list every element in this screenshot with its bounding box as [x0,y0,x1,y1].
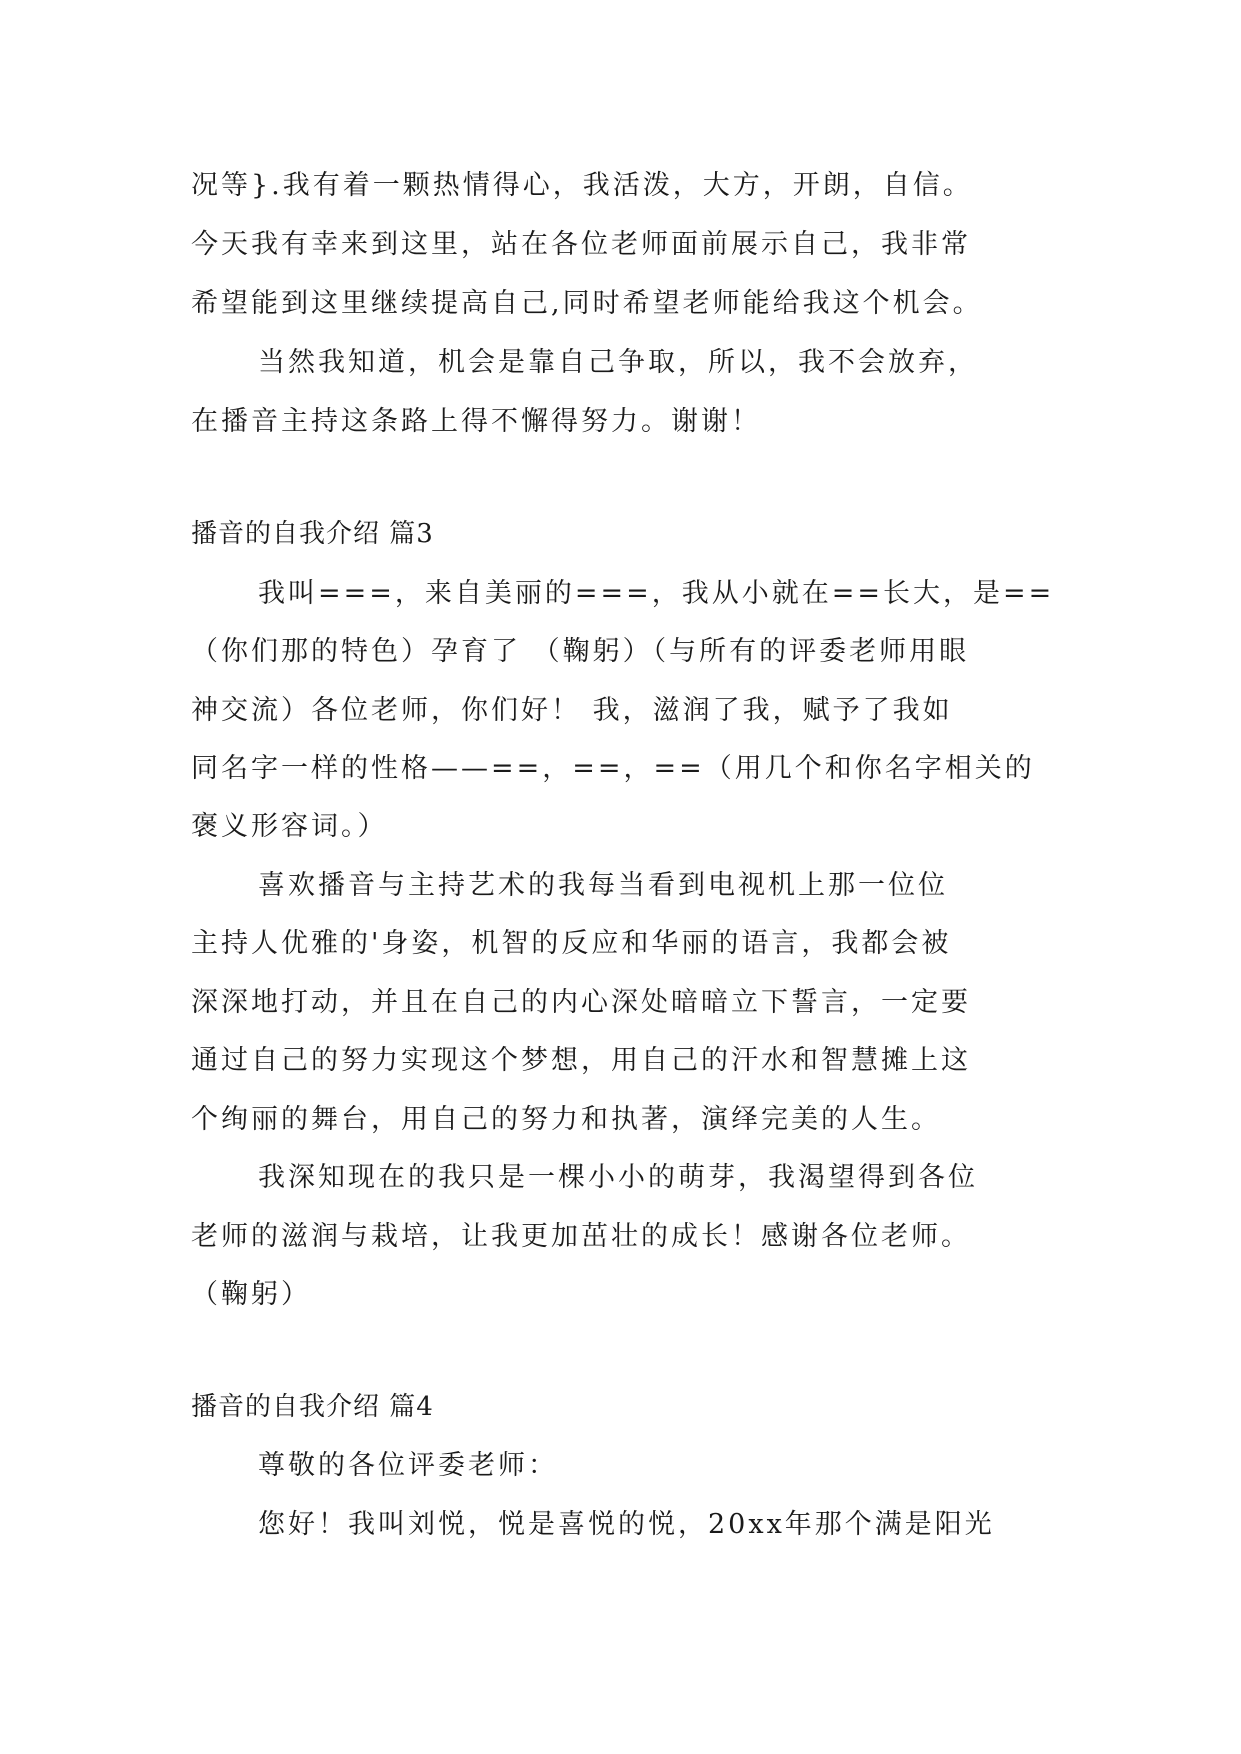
section-title: 播音的自我介绍 篇4 [191,1392,434,1422]
paragraph-line: 希望能到这里继续提高自己,同时希望老师能给我这个机会。 [191,288,983,319]
paragraph-line: 个绚丽的舞台，用自己的努力和执著，演绎完美的人生。 [191,1104,941,1135]
paragraph-line: 深深地打动，并且在自己的内心深处暗暗立下誓言，一定要 [191,987,971,1018]
paragraph-line: 神交流）各位老师，你们好！ 我，滋润了我，赋予了我如 [191,695,953,726]
paragraph-line: 尊敬的各位评委老师： [258,1450,558,1481]
paragraph-line: （鞠躬） [191,1279,311,1310]
paragraph-line: 喜欢播音与主持艺术的我每当看到电视机上那一位位 [258,870,948,901]
paragraph-line: 在播音主持这条路上得不懈得努力。谢谢！ [191,406,761,437]
paragraph-line: 主持人优雅的'身姿，机智的反应和华丽的语言，我都会被 [191,928,952,959]
paragraph-line: 况等}.我有着一颗热情得心，我活泼，大方，开朗，自信。 [191,170,973,201]
paragraph-line: 我深知现在的我只是一棵小小的萌芽，我渴望得到各位 [258,1162,978,1193]
paragraph-line: 同名字一样的性格——==，==，==（用几个和你名字相关的 [191,753,1035,784]
section-title: 播音的自我介绍 篇3 [191,519,434,549]
paragraph-line: 褒义形容词。） [191,811,388,842]
paragraph-line: 老师的滋润与栽培，让我更加茁壮的成长！感谢各位老师。 [191,1221,971,1252]
paragraph-line: （你们那的特色）孕育了 （鞠躬）（与所有的评委老师用眼 [191,636,970,667]
paragraph-line: 当然我知道，机会是靠自己争取，所以，我不会放弃， [258,347,978,378]
paragraph-line: 我叫===，来自美丽的===，我从小就在==长大，是== [258,578,1055,609]
paragraph-line: 您好！我叫刘悦，悦是喜悦的悦，20xx年那个满是阳光 [258,1509,995,1540]
paragraph-line: 通过自己的努力实现这个梦想，用自己的汗水和智慧摊上这 [191,1045,971,1076]
paragraph-line: 今天我有幸来到这里，站在各位老师面前展示自己，我非常 [191,229,971,260]
